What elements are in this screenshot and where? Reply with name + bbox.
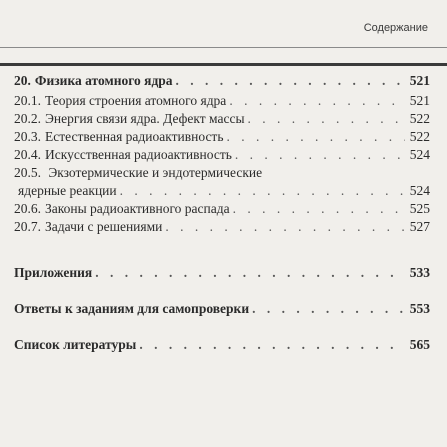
- toc-item-20-3[interactable]: [14, 128, 430, 146]
- toc-literature[interactable]: [14, 336, 430, 354]
- toc-title: Физика атомного ядра: [34, 73, 173, 88]
- toc-title: Теория строения атомного ядра: [45, 93, 227, 108]
- toc-item-20-5-line1[interactable]: [14, 164, 430, 182]
- toc-title: Искусственная радиоактивность: [45, 147, 232, 162]
- leader-dots: [252, 300, 405, 318]
- toc-page: 533: [409, 265, 430, 280]
- toc-number: 20.6.: [14, 201, 41, 216]
- toc-number: 20.7.: [14, 219, 41, 234]
- toc-item-20-6[interactable]: [14, 200, 430, 218]
- leader-dots: [248, 110, 405, 128]
- toc-title: Законы радиоактивного распада: [45, 201, 230, 216]
- toc-answers[interactable]: [14, 300, 430, 318]
- toc-title-continued: ядерные реакции: [18, 183, 117, 198]
- leader-dots: [235, 146, 405, 164]
- leader-dots: [139, 336, 405, 354]
- toc-number: 20.1.: [14, 93, 41, 108]
- header-rule: [0, 47, 447, 48]
- toc-top-rule: [0, 63, 447, 66]
- toc-number: 20.2.: [14, 111, 41, 126]
- toc-number: 20.4.: [14, 147, 41, 162]
- toc-number: 20.5.: [14, 165, 41, 180]
- toc-item-20-2[interactable]: [14, 110, 430, 128]
- toc-title: Энергия связи ядра. Дефект массы: [45, 111, 245, 126]
- toc-number: 20.3.: [14, 129, 41, 144]
- toc-title: Ответы к заданиям для самопроверки: [14, 301, 250, 316]
- toc-page: 522: [409, 129, 430, 144]
- leader-dots: [233, 200, 405, 218]
- toc-item-20-4[interactable]: [14, 146, 430, 164]
- toc-page: 524: [409, 147, 430, 162]
- toc-appendix[interactable]: [14, 264, 430, 282]
- leader-dots: [120, 182, 405, 200]
- toc-page: 522: [409, 111, 430, 126]
- leader-dots: [227, 128, 406, 146]
- running-header: Содержание: [363, 22, 428, 34]
- toc-page: 521: [409, 93, 430, 108]
- leader-dots: [165, 218, 405, 236]
- toc-title: Экзотермические и эндотермические: [48, 165, 263, 180]
- toc-item-20-1[interactable]: [14, 92, 430, 110]
- toc-item-20-5-line2[interactable]: [14, 182, 430, 200]
- toc-title: Естественная радиоактивность: [45, 129, 224, 144]
- toc-page: 524: [409, 183, 430, 198]
- toc-number: 20.: [14, 73, 31, 88]
- toc-page: 527: [409, 219, 430, 234]
- toc-page: 525: [409, 201, 430, 216]
- toc-item-20-7[interactable]: [14, 218, 430, 236]
- leader-dots: [95, 264, 405, 282]
- toc-title: Приложения: [14, 265, 93, 280]
- leader-dots: [176, 72, 405, 90]
- leader-dots: [229, 92, 405, 110]
- toc-page: 553: [409, 301, 430, 316]
- toc-page: 565: [409, 337, 430, 352]
- toc-page: 521: [409, 73, 430, 88]
- toc-title: Список литературы: [14, 337, 137, 352]
- toc-chapter-20[interactable]: [14, 72, 430, 90]
- toc-title: Задачи с решениями: [45, 219, 163, 234]
